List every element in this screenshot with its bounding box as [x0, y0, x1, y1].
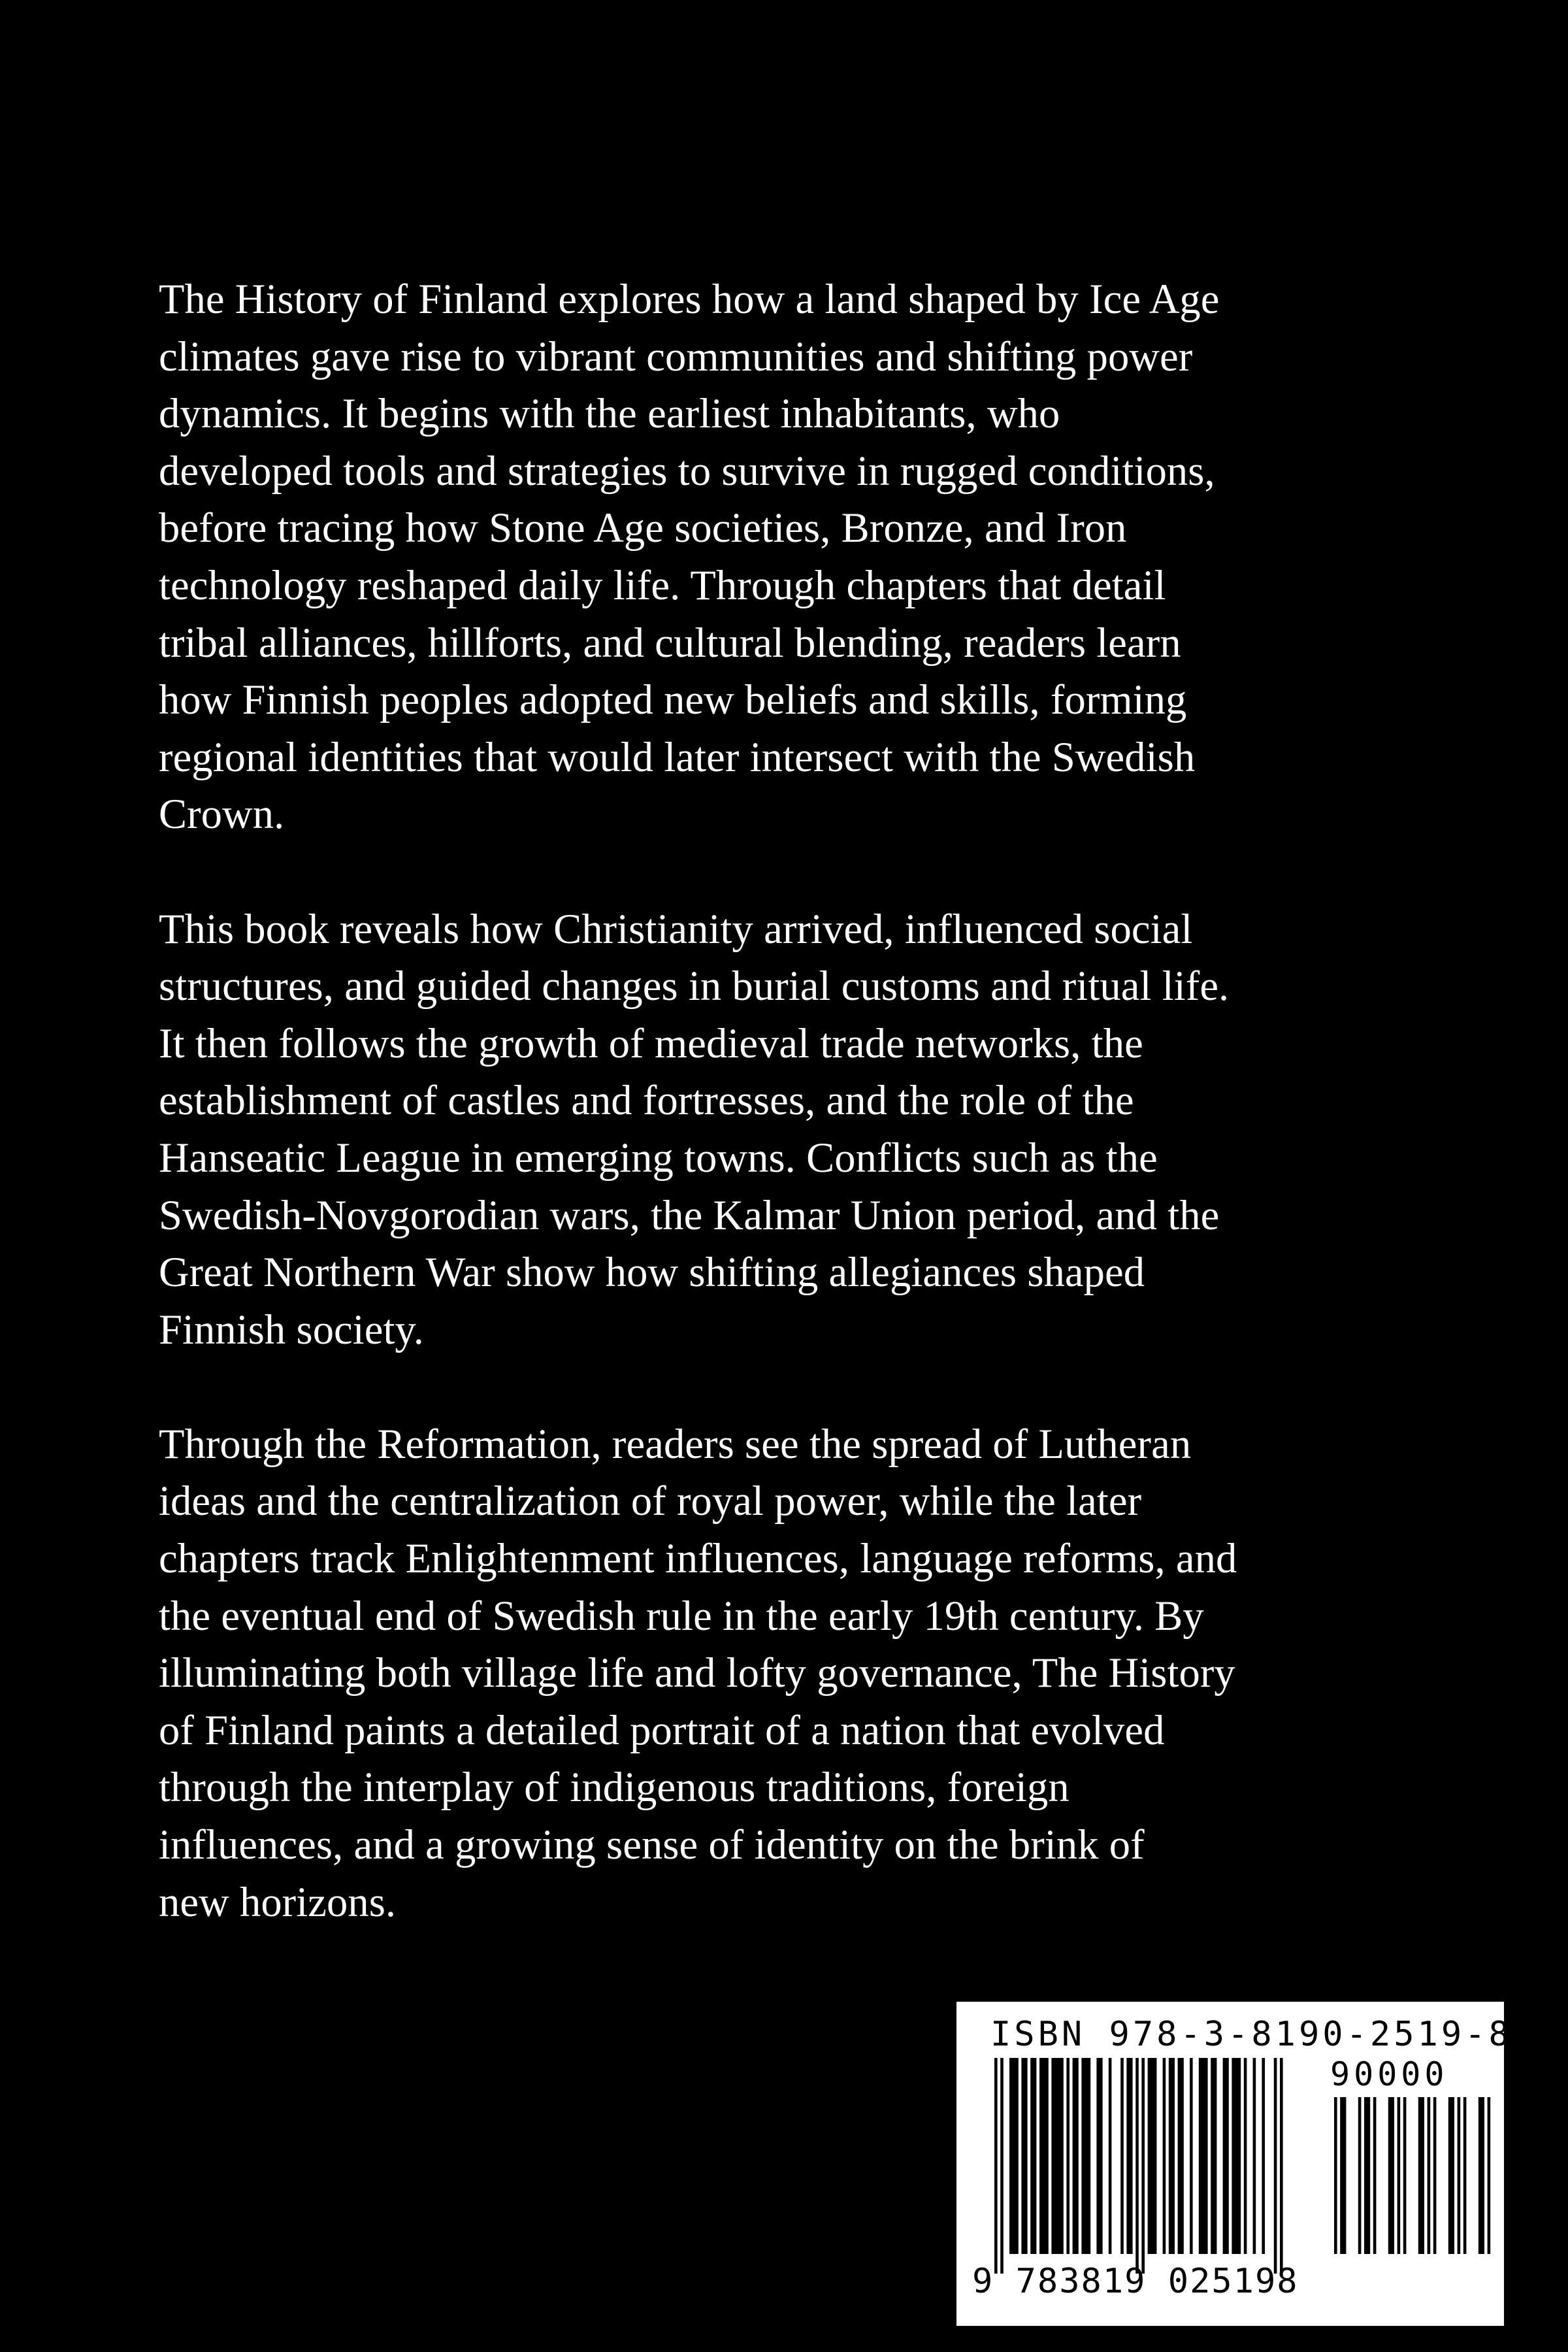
blurb-text: [159, 271, 1446, 1988]
isbn-barcode: [956, 2002, 1512, 2326]
blurb-paragraph-2: This book reveals how Christianity arrived, influenced social structures, and guided changes in burial customs and ritual life. It then follows the growth of medieval trade networks, the establishment of castles and fortresses, and the role of the Hanseatic League in emerging towns. Conflicts such as the Swedish-Novgorodian wars, the Kalmar Union period, and the Great Northern War show how shifting allegiances shaped Finnish society.: [159, 905, 1230, 1353]
price-addon-number: 90000: [1330, 2055, 1448, 2093]
isbn-label: ISBN 978-3-8190-2519-8: [990, 2015, 1512, 2054]
blurb-paragraph-3: Through the Reformation, readers see the spread of Lutheran ideas and the centralization of royal power, while the later chapters track Enlightenment influences, language reforms, and the eventual end of Swedish rule in the early 19th century. By illuminating both village life and lofty governance, The History of Finland paints a detailed portrait of a nation that evolved through the interplay of indigenous traditions, foreign influences, and a growing sense of identity on the brink of new horizons.: [159, 1420, 1237, 1925]
blurb-paragraph-1: The History of Finland explores how a land shaped by Ice Age climates gave rise to vibrant communities and shifting power dynamics. It begins with the earliest inhabitants, who developed tools and strategies to survive in rugged conditions, before tracing how Stone Age societies, Bronze, and Iron technology reshaped daily life. Through chapters that detail tribal alliances, hillforts, and cultural blending, readers learn how Finnish peoples adopted new beliefs and skills, forming regional identities that would later intersect with the Swedish Crown.: [159, 276, 1220, 838]
barcode-digits: 9 783819 025198: [972, 2262, 1299, 2301]
